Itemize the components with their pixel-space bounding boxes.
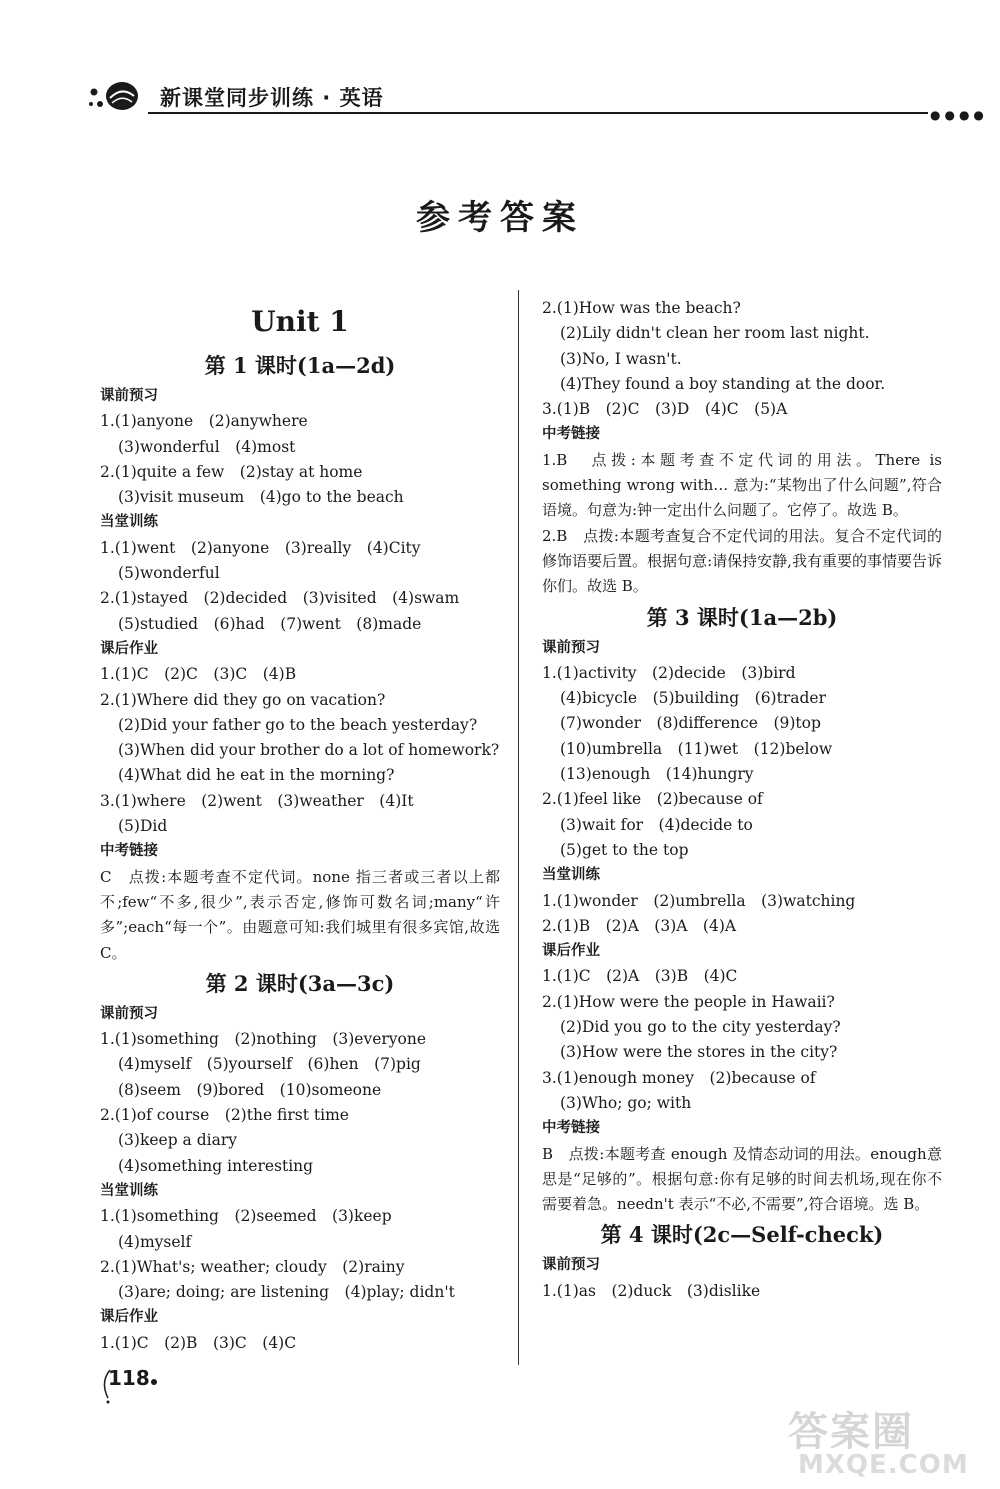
- answer-line: (7)wonder (8)difference (9)top: [560, 714, 821, 733]
- answer-line: 1.(1)activity (2)decide (3)bird: [542, 663, 796, 682]
- section-heading: 中考链接: [100, 843, 158, 860]
- page-title: 参考答案: [416, 198, 584, 238]
- explanation-paragraph: 2.B 点拨:本题考查复合不定代词的用法。复合不定代词的修饰语要后置。根据句意:请保持安静,我有重要的事情要告诉你们。故选 B。: [542, 526, 942, 596]
- answer-line: 2.(1)How were the people in Hawaii?: [542, 992, 835, 1011]
- answer-line: 3.(1)B (2)C (3)D (4)C (5)A: [542, 400, 788, 419]
- answer-line: 1.(1)something (2)seemed (3)keep: [100, 1207, 392, 1226]
- right-column: [542, 296, 942, 1304]
- section-heading: 当堂训练: [100, 1182, 158, 1199]
- answer-line: (4)myself (5)yourself (6)hen (7)pig: [118, 1055, 421, 1074]
- explanation-paragraph: 1.B 点拨:本题考查不定代词的用法。There is something wrong with… 意为:“某物出了什么问题”,符合语境。句意为:钟一定出什么问题了。它停了。故选 B。: [542, 450, 942, 520]
- answer-line: (3)visit museum (4)go to the beach: [118, 488, 404, 507]
- answer-line: 1.(1)C (2)A (3)B (4)C: [542, 967, 738, 986]
- explanation-paragraph: B 点拨:本题考查 enough 及情态动词的用法。enough意思是“足够的”。根据句意:你有足够的时间去机场,现在你不需要着急。needn't 表示“不必,不需要”,符合语境。选 B。: [542, 1144, 942, 1214]
- answer-line: (3)wait for (4)decide to: [560, 815, 753, 834]
- answer-line: 2.(1)of course (2)the first time: [100, 1106, 349, 1125]
- answer-line: (3)are; doing; are listening (4)play; didn't: [118, 1283, 455, 1302]
- page-number-badge: [100, 1362, 160, 1406]
- answer-line: 1.(1)wonder (2)umbrella (3)watching: [542, 891, 856, 910]
- book-title: 新课堂同步训练 · 英语: [160, 86, 384, 110]
- page-header: [88, 70, 988, 122]
- answer-line: (4)They found a boy standing at the door.: [560, 374, 886, 393]
- answer-line: (2)Lily didn't clean her room last night.: [560, 324, 870, 343]
- answer-line: 3.(1)enough money (2)because of: [542, 1068, 816, 1087]
- answer-line: 1.(1)something (2)nothing (3)everyone: [100, 1030, 427, 1049]
- explanation-paragraph: C 点拨:本题考查不定代词。none 指三者或三者以上都不;few“不多,很少”,表示否定,修饰可数名词;many“许多”;each“每一个”。由题意可知:我们城里有很多宾馆,故选 C。: [100, 867, 500, 962]
- section-heading: 课后作业: [542, 943, 600, 960]
- answer-line: (3)keep a diary: [118, 1131, 237, 1150]
- answer-line: (5)Did: [118, 817, 168, 836]
- answer-line: (2)Did you go to the city yesterday?: [560, 1018, 841, 1037]
- section-heading: 中考链接: [542, 426, 600, 443]
- answer-line: (10)umbrella (11)wet (12)below: [560, 739, 833, 758]
- answer-line: 2.(1)feel like (2)because of: [542, 790, 763, 809]
- answer-line: (4)What did he eat in the morning?: [118, 766, 395, 785]
- answer-line: 2.(1)stayed (2)decided (3)visited (4)swam: [100, 589, 460, 608]
- answer-line: 1.(1)C (2)C (3)C (4)B: [100, 665, 297, 684]
- left-column: [100, 296, 500, 1356]
- answer-line: (3)When did your brother do a lot of homework?: [118, 741, 500, 760]
- lesson-title: 第 3 课时(1a—2b): [646, 604, 838, 630]
- answer-line: 2.(1)How was the beach?: [542, 299, 741, 317]
- book-logo-icon: [88, 76, 148, 116]
- answer-line: 2.(1)What's; weather; cloudy (2)rainy: [100, 1257, 405, 1276]
- section-heading: 课前预习: [100, 1005, 158, 1022]
- section-heading: 课前预习: [542, 1257, 600, 1274]
- header-rule: [148, 112, 928, 114]
- answer-line: 2.(1)B (2)A (3)A (4)A: [542, 916, 737, 935]
- section-heading: 课前预习: [100, 388, 158, 404]
- answer-line: (3)Who; go; with: [560, 1093, 692, 1112]
- answer-line: (13)enough (14)hungry: [560, 765, 754, 784]
- answer-line: (4)something interesting: [118, 1156, 314, 1175]
- answer-line: (5)get to the top: [560, 840, 689, 859]
- section-heading: 当堂训练: [100, 514, 158, 531]
- answer-line: (5)wonderful: [118, 564, 220, 583]
- header-dots-icon: ●●●●: [930, 108, 988, 122]
- page-number: 118: [108, 1366, 150, 1390]
- watermark: [788, 1400, 988, 1485]
- answer-line: (8)seem (9)bored (10)someone: [118, 1080, 382, 1099]
- answer-line: (2)Did your father go to the beach yesterday?: [118, 715, 478, 734]
- answer-line: (4)myself: [118, 1232, 192, 1251]
- answer-line: (3)No, I wasn't.: [560, 349, 682, 368]
- answer-line: (3)How were the stores in the city?: [560, 1043, 838, 1062]
- answer-line: (5)studied (6)had (7)went (8)made: [118, 614, 422, 633]
- section-heading: 课后作业: [100, 1309, 158, 1326]
- answer-line: 1.(1)C (2)B (3)C (4)C: [100, 1333, 297, 1352]
- answer-line: (4)bicycle (5)building (6)trader: [560, 689, 826, 708]
- section-heading: 课后作业: [100, 640, 158, 657]
- answer-line: 1.(1)went (2)anyone (3)really (4)City: [100, 538, 421, 557]
- section-heading: 中考链接: [542, 1120, 600, 1137]
- answer-line: 2.(1)Where did they go on vacation?: [100, 690, 386, 709]
- answer-line: 2.(1)quite a few (2)stay at home: [100, 462, 363, 481]
- section-heading: 当堂训练: [542, 867, 600, 884]
- watermark-url-text: MXQE.COM: [798, 1450, 969, 1480]
- lesson-title: 第 2 课时(3a—3c): [205, 970, 395, 996]
- lesson-title: 第 1 课时(1a—2d): [204, 353, 396, 378]
- answer-line: 3.(1)where (2)went (3)weather (4)It: [100, 791, 414, 810]
- answer-line: (3)wonderful (4)most: [118, 437, 296, 456]
- answer-line: 1.(1)as (2)duck (3)dislike: [542, 1281, 761, 1300]
- unit-title: Unit 1: [251, 305, 349, 338]
- answer-line: 1.(1)anyone (2)anywhere: [100, 412, 308, 431]
- lesson-title: 第 4 课时(2c—Self-check): [600, 1222, 884, 1248]
- column-divider: [518, 290, 519, 1365]
- section-heading: 课前预习: [542, 639, 600, 656]
- watermark-main-text: 答案圈: [788, 1409, 914, 1455]
